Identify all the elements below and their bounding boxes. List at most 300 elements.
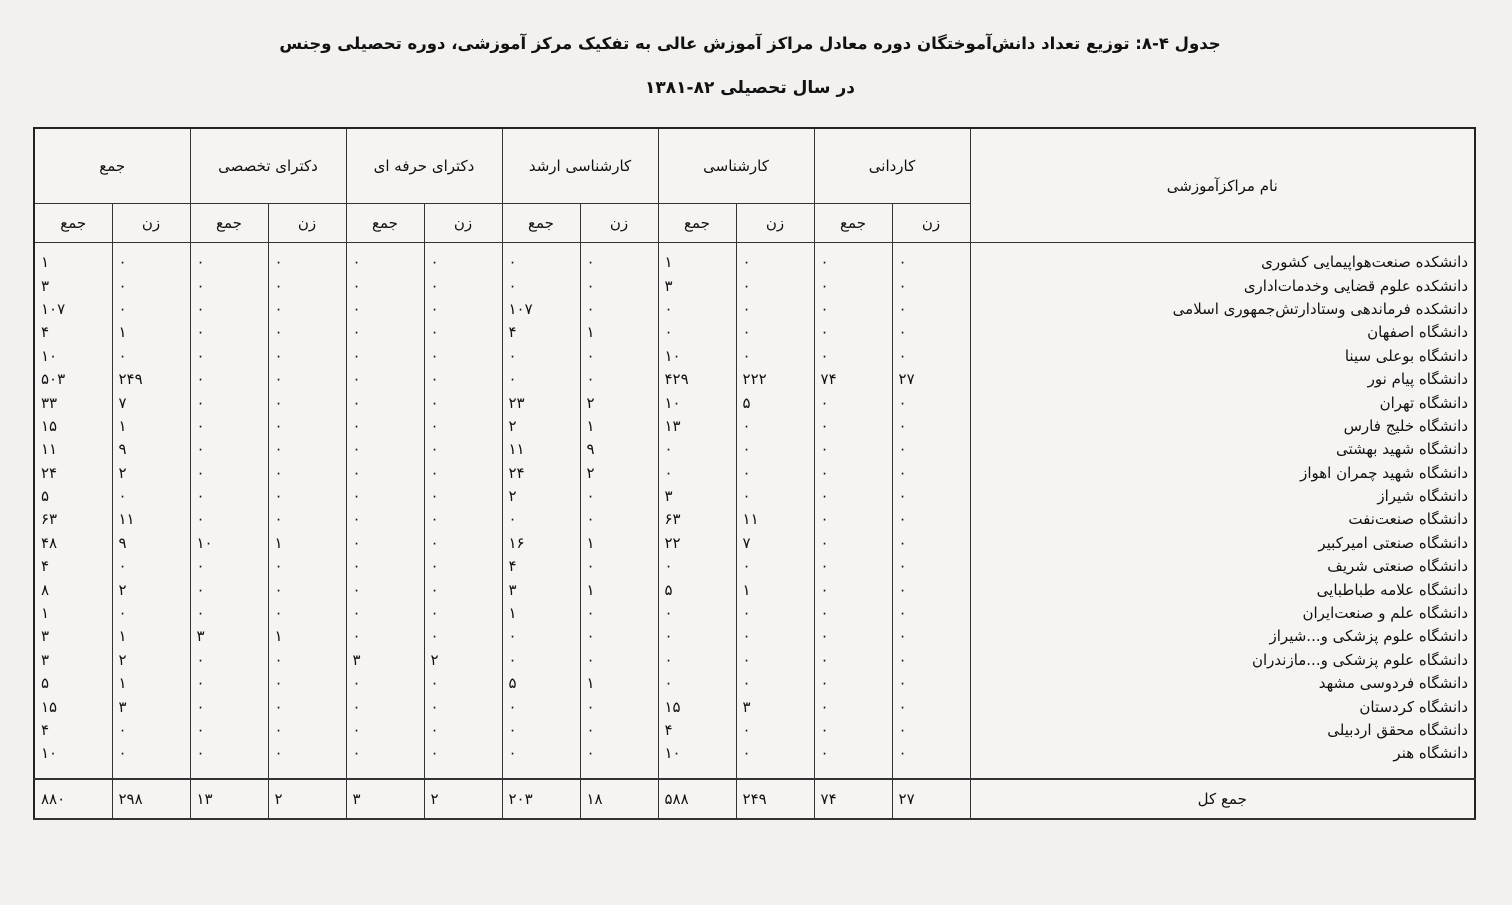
count-cell: ۱ bbox=[34, 602, 112, 625]
count-cell: ۰ bbox=[346, 695, 424, 718]
count-cell: ۰ bbox=[346, 438, 424, 461]
table-row bbox=[34, 695, 1475, 718]
count-cell: ۳ bbox=[346, 649, 424, 672]
count-cell: ۰ bbox=[580, 719, 658, 742]
institution-name: دانشکده علوم قضایی وخدمات‌اداری bbox=[970, 274, 1475, 297]
subheader-total: جمع bbox=[346, 204, 424, 243]
count-cell: ۰ bbox=[190, 602, 268, 625]
count-cell: ۰ bbox=[736, 345, 814, 368]
count-cell: ۶۳ bbox=[34, 508, 112, 531]
institution-name: دانشگاه تهران bbox=[970, 391, 1475, 414]
count-cell: ۰ bbox=[814, 345, 892, 368]
grand-total-value: ۵۸۸ bbox=[658, 779, 736, 819]
count-cell: ۰ bbox=[112, 345, 190, 368]
count-cell: ۰ bbox=[424, 274, 502, 297]
count-cell: ۰ bbox=[424, 532, 502, 555]
table-row bbox=[34, 274, 1475, 297]
count-cell: ۰ bbox=[736, 298, 814, 321]
institution-name: دانشگاه بوعلی سینا bbox=[970, 345, 1475, 368]
count-cell: ۰ bbox=[346, 672, 424, 695]
count-cell: ۰ bbox=[892, 274, 970, 297]
count-cell: ۰ bbox=[736, 251, 814, 274]
count-cell: ۸ bbox=[34, 578, 112, 601]
count-cell: ۰ bbox=[424, 719, 502, 742]
count-cell: ۰ bbox=[190, 695, 268, 718]
count-cell: ۰ bbox=[346, 415, 424, 438]
table-row bbox=[34, 625, 1475, 648]
count-cell: ۰ bbox=[814, 578, 892, 601]
count-cell: ۰ bbox=[268, 391, 346, 414]
count-cell: ۱۰۷ bbox=[34, 298, 112, 321]
count-cell: ۵ bbox=[736, 391, 814, 414]
count-cell: ۱۰ bbox=[190, 532, 268, 555]
count-cell: ۴۸ bbox=[34, 532, 112, 555]
institution-name: دانشکده فرماندهی وستادارتش‌جمهوری اسلامی bbox=[970, 298, 1475, 321]
count-cell: ۰ bbox=[658, 555, 736, 578]
count-cell: ۱ bbox=[580, 578, 658, 601]
institution-name: دانشگاه اصفهان bbox=[970, 321, 1475, 344]
count-cell: ۰ bbox=[580, 368, 658, 391]
subheader-female: زن bbox=[580, 204, 658, 243]
count-cell: ۲ bbox=[580, 391, 658, 414]
count-cell: ۰ bbox=[580, 555, 658, 578]
count-cell: ۰ bbox=[190, 321, 268, 344]
count-cell: ۰ bbox=[190, 298, 268, 321]
count-cell: ۰ bbox=[736, 321, 814, 344]
subheader-female: زن bbox=[424, 204, 502, 243]
count-cell: ۰ bbox=[892, 719, 970, 742]
grand-total-value: ۱۳ bbox=[190, 779, 268, 819]
subheader-total: جمع bbox=[658, 204, 736, 243]
subheader-female: زن bbox=[112, 204, 190, 243]
count-cell: ۰ bbox=[814, 251, 892, 274]
count-cell: ۰ bbox=[658, 321, 736, 344]
count-cell: ۰ bbox=[814, 602, 892, 625]
count-cell: ۲۷ bbox=[892, 368, 970, 391]
count-cell: ۱ bbox=[580, 415, 658, 438]
count-cell: ۰ bbox=[892, 649, 970, 672]
count-cell: ۱ bbox=[658, 251, 736, 274]
table-title: جدول ۴-۸: توزیع تعداد دانش‌آموختگان دوره معادل مراکز آموزش عالی به تفکیک مرکز آموزشی، دوره تحصیلی وجنس bbox=[279, 34, 1221, 53]
header-group-karshenasi: کارشناسی bbox=[658, 128, 814, 204]
institution-name: دانشگاه علامه طباطبایی bbox=[970, 578, 1475, 601]
institution-name: دانشگاه صنعتی شریف bbox=[970, 555, 1475, 578]
count-cell: ۵۰۳ bbox=[34, 368, 112, 391]
count-cell: ۰ bbox=[424, 602, 502, 625]
count-cell: ۰ bbox=[892, 345, 970, 368]
count-cell: ۰ bbox=[346, 391, 424, 414]
count-cell: ۰ bbox=[424, 742, 502, 765]
count-cell: ۱۵ bbox=[658, 695, 736, 718]
count-cell: ۱۱ bbox=[112, 508, 190, 531]
count-cell: ۰ bbox=[658, 625, 736, 648]
institution-name: دانشگاه صنعتی امیرکبیر bbox=[970, 532, 1475, 555]
count-cell: ۱۰ bbox=[658, 391, 736, 414]
count-cell: ۰ bbox=[580, 508, 658, 531]
count-cell: ۷ bbox=[736, 532, 814, 555]
count-cell: ۱ bbox=[268, 532, 346, 555]
count-cell: ۱۱ bbox=[736, 508, 814, 531]
subheader-total: جمع bbox=[34, 204, 112, 243]
count-cell: ۰ bbox=[112, 485, 190, 508]
count-cell: ۰ bbox=[736, 462, 814, 485]
count-cell: ۱ bbox=[112, 672, 190, 695]
count-cell: ۰ bbox=[424, 251, 502, 274]
table-row bbox=[34, 555, 1475, 578]
count-cell: ۰ bbox=[190, 345, 268, 368]
count-cell: ۱ bbox=[580, 532, 658, 555]
count-cell: ۰ bbox=[502, 368, 580, 391]
graduates-table bbox=[33, 127, 1476, 820]
count-cell: ۳ bbox=[190, 625, 268, 648]
subheader-female: زن bbox=[268, 204, 346, 243]
count-cell: ۰ bbox=[268, 602, 346, 625]
count-cell: ۰ bbox=[112, 742, 190, 765]
count-cell: ۰ bbox=[268, 415, 346, 438]
header-name: نام مراکزآموزشی bbox=[970, 128, 1475, 243]
institution-name: دانشگاه محقق اردبیلی bbox=[970, 719, 1475, 742]
count-cell: ۱۰ bbox=[658, 742, 736, 765]
count-cell: ۱۶ bbox=[502, 532, 580, 555]
count-cell: ۰ bbox=[268, 298, 346, 321]
count-cell: ۰ bbox=[424, 485, 502, 508]
header-group-total: جمع bbox=[34, 128, 190, 204]
count-cell: ۷۴ bbox=[814, 368, 892, 391]
count-cell: ۰ bbox=[580, 345, 658, 368]
spacer-row bbox=[34, 243, 1475, 252]
count-cell: ۵ bbox=[502, 672, 580, 695]
count-cell: ۰ bbox=[346, 602, 424, 625]
count-cell: ۰ bbox=[502, 695, 580, 718]
gap-row bbox=[34, 766, 1475, 779]
count-cell: ۰ bbox=[736, 602, 814, 625]
grand-total-label: جمع کل bbox=[970, 779, 1475, 819]
count-cell: ۰ bbox=[892, 532, 970, 555]
count-cell: ۲ bbox=[112, 578, 190, 601]
count-cell: ۰ bbox=[892, 602, 970, 625]
count-cell: ۰ bbox=[580, 649, 658, 672]
header-group-doctora-takhassosi: دکترای تخصصی bbox=[190, 128, 346, 204]
count-cell: ۰ bbox=[814, 625, 892, 648]
count-cell: ۰ bbox=[190, 251, 268, 274]
count-cell: ۰ bbox=[268, 578, 346, 601]
count-cell: ۴ bbox=[502, 555, 580, 578]
count-cell: ۹ bbox=[580, 438, 658, 461]
count-cell: ۳ bbox=[34, 274, 112, 297]
count-cell: ۱ bbox=[112, 415, 190, 438]
grand-total-row bbox=[34, 779, 1475, 819]
count-cell: ۰ bbox=[814, 719, 892, 742]
count-cell: ۰ bbox=[346, 321, 424, 344]
count-cell: ۱۵ bbox=[34, 415, 112, 438]
count-cell: ۰ bbox=[346, 298, 424, 321]
count-cell: ۱ bbox=[112, 321, 190, 344]
count-cell: ۳۳ bbox=[34, 391, 112, 414]
count-cell: ۱۰ bbox=[34, 742, 112, 765]
count-cell: ۰ bbox=[112, 274, 190, 297]
table-row bbox=[34, 391, 1475, 414]
count-cell: ۳ bbox=[34, 625, 112, 648]
count-cell: ۰ bbox=[190, 274, 268, 297]
count-cell: ۰ bbox=[424, 345, 502, 368]
count-cell: ۰ bbox=[892, 485, 970, 508]
grand-total-value: ۲۷ bbox=[892, 779, 970, 819]
subheader-total: جمع bbox=[190, 204, 268, 243]
count-cell: ۰ bbox=[658, 649, 736, 672]
count-cell: ۰ bbox=[424, 321, 502, 344]
count-cell: ۳ bbox=[112, 695, 190, 718]
count-cell: ۰ bbox=[892, 555, 970, 578]
count-cell: ۱ bbox=[580, 321, 658, 344]
count-cell: ۰ bbox=[658, 462, 736, 485]
count-cell: ۲ bbox=[502, 485, 580, 508]
count-cell: ۰ bbox=[502, 345, 580, 368]
count-cell: ۰ bbox=[658, 438, 736, 461]
count-cell: ۰ bbox=[814, 321, 892, 344]
count-cell: ۰ bbox=[190, 485, 268, 508]
count-cell: ۰ bbox=[112, 251, 190, 274]
subheader-total: جمع bbox=[502, 204, 580, 243]
subheader-total: جمع bbox=[814, 204, 892, 243]
count-cell: ۰ bbox=[424, 368, 502, 391]
count-cell: ۰ bbox=[814, 532, 892, 555]
count-cell: ۰ bbox=[268, 485, 346, 508]
count-cell: ۱ bbox=[112, 625, 190, 648]
count-cell: ۰ bbox=[346, 578, 424, 601]
count-cell: ۱۰ bbox=[658, 345, 736, 368]
institution-name: دانشگاه صنعت‌نفت bbox=[970, 508, 1475, 531]
count-cell: ۰ bbox=[580, 274, 658, 297]
count-cell: ۰ bbox=[190, 508, 268, 531]
count-cell: ۰ bbox=[268, 742, 346, 765]
count-cell: ۰ bbox=[346, 742, 424, 765]
count-cell: ۰ bbox=[892, 578, 970, 601]
count-cell: ۴ bbox=[34, 555, 112, 578]
count-cell: ۰ bbox=[658, 602, 736, 625]
count-cell: ۰ bbox=[580, 298, 658, 321]
table-row bbox=[34, 532, 1475, 555]
count-cell: ۰ bbox=[268, 438, 346, 461]
table-row bbox=[34, 742, 1475, 765]
count-cell: ۰ bbox=[346, 462, 424, 485]
count-cell: ۰ bbox=[268, 274, 346, 297]
count-cell: ۰ bbox=[190, 391, 268, 414]
institution-name: دانشگاه خلیج فارس bbox=[970, 415, 1475, 438]
count-cell: ۰ bbox=[424, 298, 502, 321]
table-row bbox=[34, 438, 1475, 461]
count-cell: ۰ bbox=[736, 485, 814, 508]
count-cell: ۰ bbox=[346, 368, 424, 391]
count-cell: ۲۲۲ bbox=[736, 368, 814, 391]
count-cell: ۰ bbox=[190, 719, 268, 742]
count-cell: ۲ bbox=[580, 462, 658, 485]
count-cell: ۳ bbox=[502, 578, 580, 601]
institution-name: دانشگاه علوم پزشکی و...شیراز bbox=[970, 625, 1475, 648]
count-cell: ۰ bbox=[346, 485, 424, 508]
count-cell: ۴ bbox=[502, 321, 580, 344]
count-cell: ۰ bbox=[502, 251, 580, 274]
count-cell: ۰ bbox=[502, 508, 580, 531]
count-cell: ۱۰ bbox=[34, 345, 112, 368]
header-group-kardani: کاردانی bbox=[814, 128, 970, 204]
count-cell: ۲۳ bbox=[502, 391, 580, 414]
count-cell: ۰ bbox=[580, 742, 658, 765]
institution-name: دانشگاه علم و صنعت‌ایران bbox=[970, 602, 1475, 625]
count-cell: ۰ bbox=[424, 578, 502, 601]
count-cell: ۰ bbox=[658, 298, 736, 321]
count-cell: ۰ bbox=[346, 251, 424, 274]
count-cell: ۰ bbox=[268, 649, 346, 672]
count-cell: ۰ bbox=[424, 462, 502, 485]
count-cell: ۱۱ bbox=[502, 438, 580, 461]
count-cell: ۰ bbox=[112, 555, 190, 578]
count-cell: ۰ bbox=[892, 625, 970, 648]
table-row bbox=[34, 462, 1475, 485]
count-cell: ۱ bbox=[736, 578, 814, 601]
subheader-female: زن bbox=[736, 204, 814, 243]
count-cell: ۰ bbox=[892, 672, 970, 695]
header-group-arshad: کارشناسی ارشد bbox=[502, 128, 658, 204]
count-cell: ۰ bbox=[814, 508, 892, 531]
count-cell: ۲ bbox=[502, 415, 580, 438]
count-cell: ۱۳ bbox=[658, 415, 736, 438]
institution-name: دانشگاه هنر bbox=[970, 742, 1475, 765]
institution-name: دانشکده صنعت‌هواپیمایی کشوری bbox=[970, 251, 1475, 274]
count-cell: ۰ bbox=[814, 555, 892, 578]
table-row bbox=[34, 345, 1475, 368]
count-cell: ۲۴ bbox=[502, 462, 580, 485]
count-cell: ۰ bbox=[424, 415, 502, 438]
count-cell: ۵ bbox=[34, 485, 112, 508]
count-cell: ۰ bbox=[892, 415, 970, 438]
count-cell: ۰ bbox=[424, 672, 502, 695]
count-cell: ۱ bbox=[580, 672, 658, 695]
count-cell: ۲۴ bbox=[34, 462, 112, 485]
table-row bbox=[34, 672, 1475, 695]
count-cell: ۰ bbox=[424, 508, 502, 531]
grand-total-value: ۲ bbox=[424, 779, 502, 819]
count-cell: ۰ bbox=[346, 625, 424, 648]
table-row bbox=[34, 578, 1475, 601]
grand-total-value: ۲۹۸ bbox=[112, 779, 190, 819]
count-cell: ۴ bbox=[34, 321, 112, 344]
institution-name: دانشگاه شهید چمران اهواز bbox=[970, 462, 1475, 485]
count-cell: ۳ bbox=[658, 274, 736, 297]
count-cell: ۳ bbox=[736, 695, 814, 718]
count-cell: ۰ bbox=[502, 742, 580, 765]
table-subtitle: در سال تحصیلی ۸۲-۱۳۸۱ bbox=[645, 78, 855, 98]
count-cell: ۰ bbox=[268, 555, 346, 578]
count-cell: ۰ bbox=[112, 719, 190, 742]
subheader-female: زن bbox=[892, 204, 970, 243]
count-cell: ۰ bbox=[190, 555, 268, 578]
count-cell: ۰ bbox=[424, 555, 502, 578]
table-row bbox=[34, 321, 1475, 344]
institution-name: دانشگاه پیام نور bbox=[970, 368, 1475, 391]
count-cell: ۰ bbox=[268, 462, 346, 485]
count-cell: ۰ bbox=[268, 508, 346, 531]
grand-total-value: ۳ bbox=[346, 779, 424, 819]
count-cell: ۰ bbox=[736, 719, 814, 742]
count-cell: ۱ bbox=[502, 602, 580, 625]
table-row bbox=[34, 602, 1475, 625]
institution-name: دانشگاه علوم پزشکی و...مازندران bbox=[970, 649, 1475, 672]
count-cell: ۰ bbox=[814, 649, 892, 672]
count-cell: ۰ bbox=[346, 719, 424, 742]
grand-total-value: ۲۴۹ bbox=[736, 779, 814, 819]
institution-name: دانشگاه شهید بهشتی bbox=[970, 438, 1475, 461]
header-group-doctora-herfei: دکترای حرفه ای bbox=[346, 128, 502, 204]
grand-total-value: ۲ bbox=[268, 779, 346, 819]
count-cell: ۰ bbox=[190, 415, 268, 438]
count-cell: ۰ bbox=[814, 462, 892, 485]
count-cell: ۱۰۷ bbox=[502, 298, 580, 321]
count-cell: ۰ bbox=[346, 345, 424, 368]
count-cell: ۰ bbox=[502, 274, 580, 297]
count-cell: ۲۴۹ bbox=[112, 368, 190, 391]
count-cell: ۰ bbox=[736, 672, 814, 695]
count-cell: ۰ bbox=[112, 602, 190, 625]
count-cell: ۰ bbox=[190, 672, 268, 695]
count-cell: ۱۵ bbox=[34, 695, 112, 718]
count-cell: ۰ bbox=[892, 438, 970, 461]
count-cell: ۰ bbox=[736, 649, 814, 672]
count-cell: ۱ bbox=[268, 625, 346, 648]
count-cell: ۰ bbox=[814, 274, 892, 297]
count-cell: ۵ bbox=[658, 578, 736, 601]
grand-total-value: ۱۸ bbox=[580, 779, 658, 819]
count-cell: ۲ bbox=[112, 462, 190, 485]
count-cell: ۰ bbox=[190, 578, 268, 601]
table-body bbox=[34, 243, 1475, 766]
count-cell: ۱۱ bbox=[34, 438, 112, 461]
count-cell: ۵ bbox=[34, 672, 112, 695]
count-cell: ۹ bbox=[112, 438, 190, 461]
institution-name: دانشگاه کردستان bbox=[970, 695, 1475, 718]
count-cell: ۰ bbox=[268, 345, 346, 368]
count-cell: ۷ bbox=[112, 391, 190, 414]
count-cell: ۰ bbox=[814, 298, 892, 321]
count-cell: ۰ bbox=[736, 555, 814, 578]
count-cell: ۰ bbox=[814, 415, 892, 438]
count-cell: ۰ bbox=[580, 602, 658, 625]
count-cell: ۰ bbox=[424, 438, 502, 461]
count-cell: ۰ bbox=[580, 625, 658, 648]
count-cell: ۴ bbox=[658, 719, 736, 742]
count-cell: ۰ bbox=[892, 508, 970, 531]
count-cell: ۰ bbox=[736, 625, 814, 648]
count-cell: ۰ bbox=[346, 274, 424, 297]
institution-name: دانشگاه فردوسی مشهد bbox=[970, 672, 1475, 695]
count-cell: ۰ bbox=[814, 695, 892, 718]
count-cell: ۰ bbox=[892, 462, 970, 485]
count-cell: ۰ bbox=[268, 695, 346, 718]
count-cell: ۳ bbox=[658, 485, 736, 508]
count-cell: ۰ bbox=[190, 438, 268, 461]
grand-total-value: ۲۰۳ bbox=[502, 779, 580, 819]
table-row bbox=[34, 415, 1475, 438]
count-cell: ۰ bbox=[112, 298, 190, 321]
count-cell: ۰ bbox=[892, 251, 970, 274]
count-cell: ۶۳ bbox=[658, 508, 736, 531]
table-row bbox=[34, 508, 1475, 531]
count-cell: ۰ bbox=[580, 251, 658, 274]
count-cell: ۰ bbox=[814, 391, 892, 414]
count-cell: ۴ bbox=[34, 719, 112, 742]
table-row bbox=[34, 368, 1475, 391]
count-cell: ۲ bbox=[424, 649, 502, 672]
count-cell: ۰ bbox=[190, 462, 268, 485]
